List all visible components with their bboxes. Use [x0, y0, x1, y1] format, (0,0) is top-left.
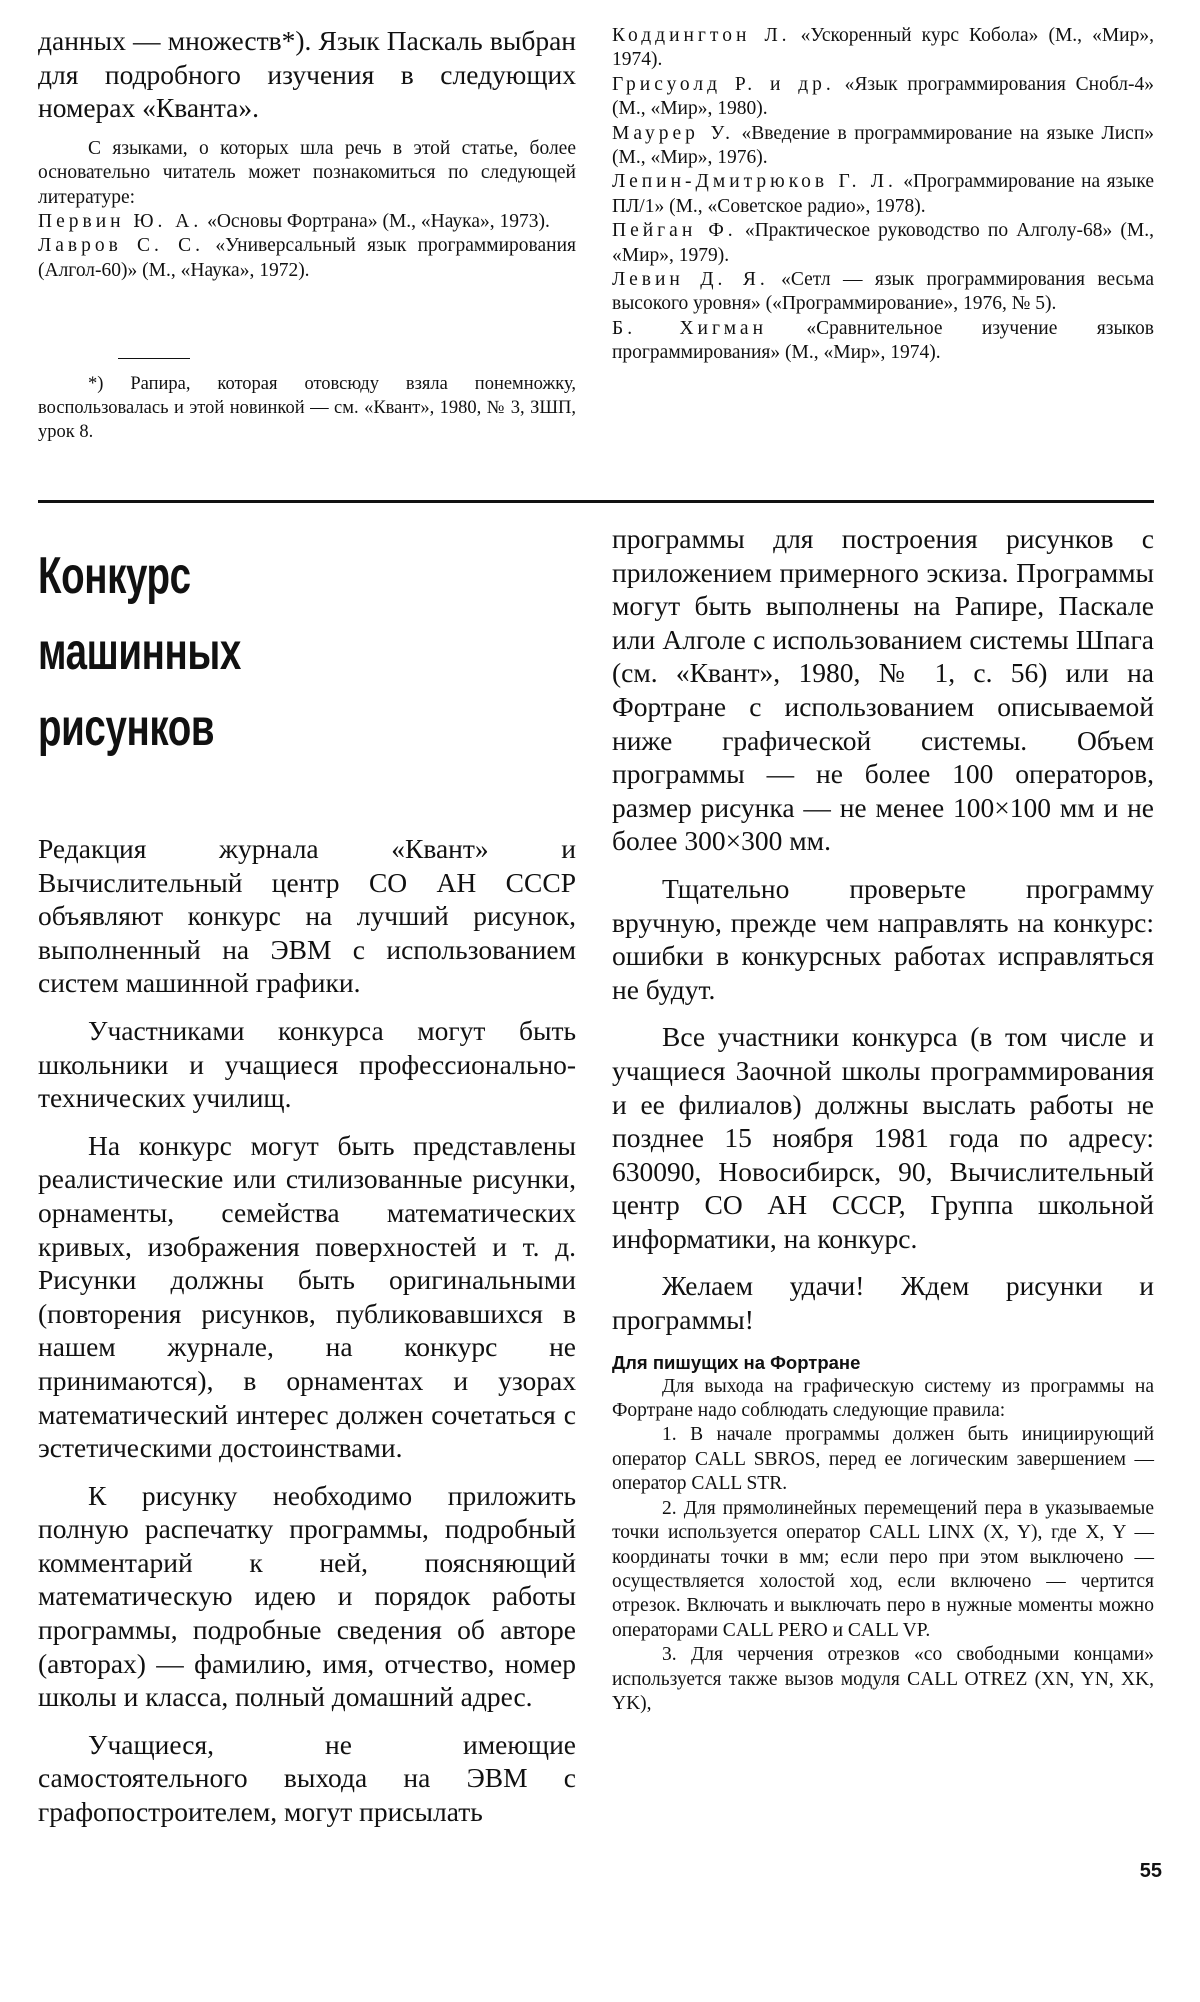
- reference-item: Маурер У. «Введение в программирование на языке Лисп» (М., «Мир», 1976).: [612, 122, 1154, 169]
- reference-item: Коддингтон Л. «Ускоренный курс Кобола» (М., «Мир», 1974).: [612, 25, 1154, 71]
- reference-item: Грисуолд Р. и др. «Язык программирования Снобл-4» (М., «Мир», 1980).: [612, 73, 1154, 120]
- reference-item: Лавров С. С. «Универсальный язык программирования (Алгол-60)» (М., «Наука», 1972).: [38, 235, 576, 281]
- reference-item: Б. Хигман «Сравнительное изучение языков программирования» (М., «Мир», 1974).: [612, 317, 1154, 364]
- title-line: машинных: [38, 623, 241, 681]
- footnote-divider: [118, 358, 190, 359]
- rule-paragraph: 1. В начале программы должен быть инициирующий оператор CALL SBROS, перед ее логическим завершением — оператор CALL STR.: [612, 1424, 1154, 1495]
- top-right-column: [612, 24, 1154, 366]
- body-paragraph: На конкурс могут быть представлены реалистические или стилизованные рисунки, орнаменты, семейства математических кривых, изображения поверхностей и т. д. Рисунки должны быть оригинальными (повторения рисунков, публиковавшихся в нашем журнале, на конкурс не принимаются), в орнаментах и узорах математический интерес должен сочетаться с эстетическими достоинствами.: [38, 1129, 576, 1464]
- article-body-left: [38, 832, 576, 1829]
- literature-intro: С языками, о которых шла речь в этой статье, более основательно читатель может познакомиться по следующей литературе:: [38, 137, 576, 208]
- footnote: [38, 372, 576, 444]
- article-left-column: [38, 522, 576, 1829]
- fortran-heading: Для пишущих на Фортране: [612, 1351, 861, 1373]
- body-paragraph: данных — множеств*). Язык Паскаль выбран для подробного изучения в следующих номерах «Кванта».: [38, 25, 576, 124]
- body-paragraph: программы для построения рисунков с приложением примерного эскиза. Программы могут быть выполнены на Рапире, Паскале или Алголе с использованием системы Шпага (см. «Квант», 1980, № 1, с. 56) или на Фортране с использованием описываемой ниже графической системы. Объем программы — не более 100 операторов, размер рисунка — не менее 100×100 мм и не более 300×300 мм.: [612, 523, 1154, 857]
- section-divider: [38, 500, 1154, 503]
- literature-list: [38, 137, 576, 283]
- body-paragraph: Редакция журнала «Квант» и Вычислительный центр СО АН СССР объявляют конкурс на лучший рисунок, выполненный на ЭВМ с использованием систем машинной графики.: [38, 833, 576, 999]
- top-left-column: [38, 24, 576, 283]
- body-paragraph: К рисунку необходимо приложить полную распечатку программы, подробный комментарий к ней, поясняющий математическую идею и порядок работы программы, подробные сведения об авторе (авторах) — фамилию, имя, отчество, номер школы и класса, полный домашний адрес.: [38, 1479, 576, 1713]
- reference-item: Левин Д. Я. «Сетл — язык программирования весьма высокого уровня» («Программирование», 1976, № 5).: [612, 269, 1154, 315]
- rule-paragraph: Для выхода на графическую систему из программы на Фортране надо соблюдать следующие правила:: [612, 1375, 1154, 1422]
- article-right-column: [612, 522, 1154, 1716]
- rule-paragraph: 3. Для черчения отрезков «со свободными концами» используется также вызов модуля CALL OTREZ (XN, YN, XK, YK),: [612, 1644, 1154, 1714]
- rule-paragraph: 2. Для прямолинейных перемещений пера в указываемые точки используется оператор CALL LINX (X, Y), где X, Y — координаты точки в мм; если перо при этом выключено — осуществляется холостой ход, если включено — чертится отрезок. Включать и выключать перо в нужные моменты можно операторами CALL PERO и CALL VP.: [612, 1497, 1154, 1641]
- article-title: [38, 538, 436, 766]
- title-line: Конкурс: [38, 547, 191, 605]
- body-paragraph: Все участники конкурса (в том числе и учащиеся Заочной школы программирования и ее филиалов) должны выслать работы не позднее 15 ноября 1981 года по адресу: 630090, Новосибирск, 90, Вычислительный центр СО АН СССР, Группа школьной информатики, на конкурс.: [612, 1021, 1154, 1254]
- article-body-right: [612, 522, 1154, 1337]
- footnote-text: *) Рапира, которая отовсюду взяла понемножку, воспользовалась и этой новинкой — см. «Квант», 1980, № 3, ЗШП, урок 8.: [38, 374, 576, 442]
- reference-item: Пейган Ф. «Практическое руководство по Алголу-68» (М., «Мир», 1979).: [612, 220, 1154, 266]
- reference-item: Лепин-Дмитрюков Г. Л. «Программирование на языке ПЛ/1» (М., «Советское радио», 1978).: [612, 171, 1154, 217]
- body-paragraph: Участниками конкурса могут быть школьники и учащиеся профессионально-технических училищ.: [38, 1014, 576, 1114]
- title-line: рисунков: [38, 699, 215, 757]
- reference-item: Первин Ю. А. «Основы Фортрана» (М., «Наука», 1973).: [38, 211, 550, 232]
- previous-article-tail: [38, 24, 576, 125]
- body-paragraph: Учащиеся, не имеющие самостоятельного выхода на ЭВМ с графопостроителем, могут присылать: [38, 1728, 576, 1828]
- body-paragraph: Желаем удачи! Ждем рисунки и программы!: [612, 1270, 1154, 1336]
- body-paragraph: Тщательно проверьте программу вручную, прежде чем направлять на конкурс: ошибки в конкурсных работах исправляться не будут.: [612, 872, 1154, 1005]
- page-number: 55: [1139, 1860, 1162, 1882]
- fortran-rules: [612, 1375, 1154, 1717]
